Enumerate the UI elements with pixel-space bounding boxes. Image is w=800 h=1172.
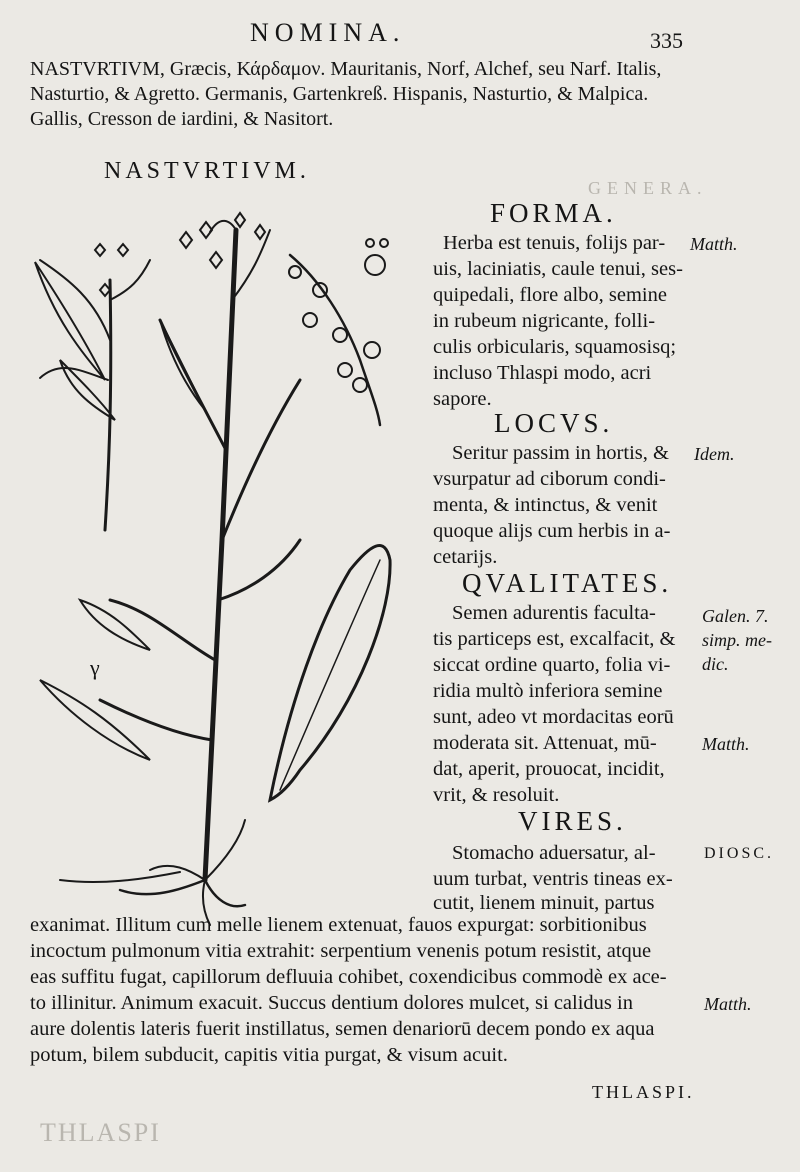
text-line: culis orbicularis, squamosisq; bbox=[433, 336, 677, 358]
text-line: vrit, & resoluit. bbox=[433, 784, 560, 806]
margin-note: DIOSC. bbox=[704, 845, 775, 862]
section-heading-vires: VIRES. bbox=[518, 806, 627, 836]
text-line: vsurpatur ad ciborum condi- bbox=[433, 468, 666, 490]
section-heading-qualitates: QVALITATES. bbox=[462, 568, 673, 598]
margin-note: simp. me- bbox=[702, 630, 772, 650]
text-line: exanimat. Illitum cum melle lienem extenuat, fauos expurgat: sorbitionibus bbox=[30, 914, 647, 936]
text-line: quoque alijs cum herbis in a- bbox=[433, 520, 671, 542]
margin-note: Matth. bbox=[704, 994, 752, 1014]
catchword: THLASPI. bbox=[592, 1082, 695, 1102]
bleed-through-lower: THLASPI bbox=[40, 1118, 161, 1147]
text-line: Stomacho aduersatur, al- bbox=[452, 842, 656, 864]
text-line: sunt, adeo vt mordacitas eorū bbox=[433, 706, 674, 728]
text-line: Seritur passim in hortis, & bbox=[452, 442, 669, 464]
text-line: potum, bilem subducit, capitis vitia purgat, & visum acuit. bbox=[30, 1044, 508, 1066]
nomina-line: Gallis, Cresson de iardini, & Nasitort. bbox=[30, 108, 334, 130]
page-number: 335 bbox=[650, 28, 683, 53]
text-line: Semen adurentis faculta- bbox=[452, 602, 656, 624]
text-line: cetarijs. bbox=[433, 546, 498, 568]
running-head-title: NOMINA. bbox=[250, 18, 406, 47]
text-line: incluso Thlaspi modo, acri bbox=[433, 362, 652, 384]
text-line: Herba est tenuis, folijs par- bbox=[443, 232, 666, 254]
text-line: sapore. bbox=[433, 388, 492, 410]
woodcut-label: γ bbox=[90, 655, 100, 680]
section-heading-locus: LOCVS. bbox=[494, 408, 614, 438]
text-line: uis, laciniatis, caule tenui, ses- bbox=[433, 258, 683, 280]
text-line: menta, & intinctus, & venit bbox=[433, 494, 658, 516]
margin-note: Matth. bbox=[690, 234, 738, 254]
text-line: cutit, lienem minuit, partus bbox=[433, 892, 655, 914]
text-line: eas suffitu fugat, capillorum defluuia cohibet, coxendicibus commodè ex ace- bbox=[30, 966, 667, 988]
margin-note: Matth. bbox=[702, 734, 750, 754]
text-line: incoctum pulmonum vitia extrahit: serpentium venenis potum resistit, atque bbox=[30, 940, 652, 962]
margin-note: Idem. bbox=[694, 444, 735, 464]
text-line: tis particeps est, excalfacit, & bbox=[433, 628, 676, 650]
margin-note: dic. bbox=[702, 654, 729, 674]
text-line: ridia multò inferiora semine bbox=[433, 680, 663, 702]
nomina-line: NASTVRTIVM, Græcis, Κάρδαμον. Mauritanis, Norf, Alchef, seu Narf. Italis, bbox=[30, 58, 662, 80]
margin-note: Galen. 7. bbox=[702, 606, 769, 626]
nomina-line: Nasturtio, & Agretto. Germanis, Gartenkreß. Hispanis, Nasturtio, & Malpica. bbox=[30, 83, 649, 105]
section-heading-forma: FORMA. bbox=[490, 198, 617, 228]
text-line: moderata sit. Attenuat, mū- bbox=[433, 732, 657, 754]
text-line: dat, aperit, prouocat, incidit, bbox=[433, 758, 665, 780]
text-line: to illinitur. Animum exacuit. Succus dentium dolores mulcet, si calidus in bbox=[30, 992, 633, 1014]
text-line: aure dolentis lateris fuerit instillatus, semen denariorū decem pondo ex aqua bbox=[30, 1018, 655, 1040]
text-line: uum turbat, ventris tineas ex- bbox=[433, 868, 673, 890]
bleed-through-upper: GENERA. bbox=[588, 178, 708, 198]
text-line: quipedali, flore albo, semine bbox=[433, 284, 667, 306]
text-line: in rubeum nigricante, folli- bbox=[433, 310, 656, 332]
text-line: siccat ordine quarto, folia vi- bbox=[433, 654, 671, 676]
plant-title: NASTVRTIVM. bbox=[104, 158, 310, 184]
